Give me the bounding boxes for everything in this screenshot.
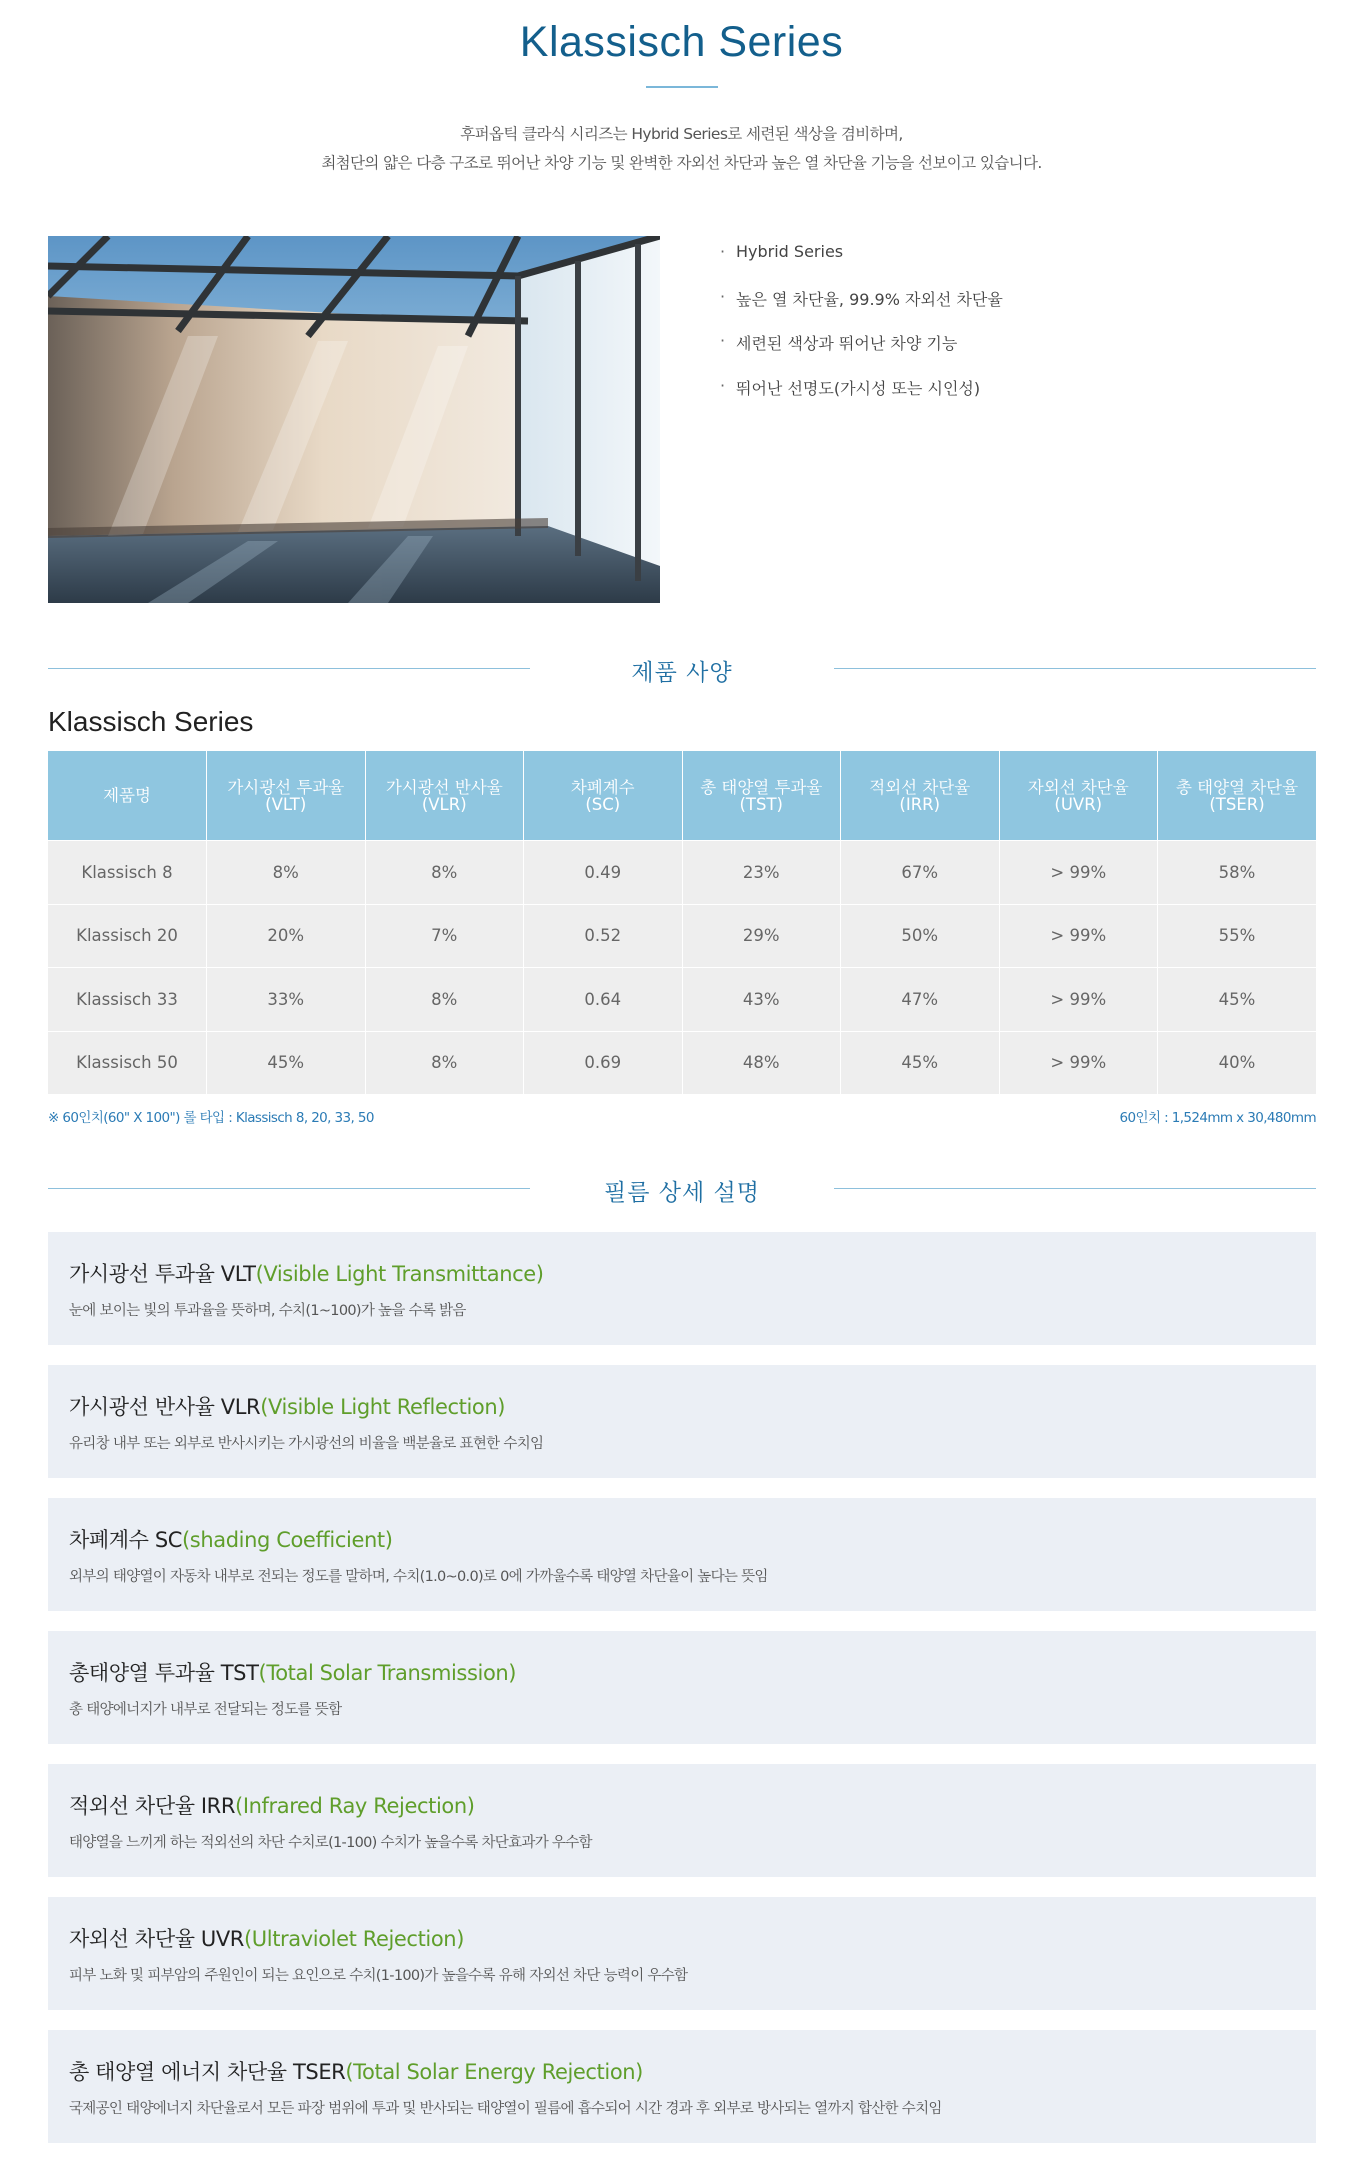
table-cell: 8% bbox=[365, 968, 524, 1032]
term-title bbox=[69, 2056, 643, 2086]
product-name-cell: Klassisch 8 bbox=[48, 841, 207, 905]
column-header-line1: 제품명 bbox=[103, 786, 151, 805]
intro-line-1: 후퍼옵틱 클라식 시리즈는 Hybrid Series로 세련된 색상을 겸비하며, bbox=[460, 125, 903, 143]
bullet-dot: · bbox=[720, 242, 726, 261]
glass-roof-room-illustration bbox=[48, 236, 660, 603]
feature-text: 뛰어난 선명도(가시성 또는 시인성) bbox=[736, 378, 981, 398]
column-header-line2: (TSER) bbox=[1209, 794, 1265, 814]
term-card bbox=[48, 1764, 1316, 1877]
table-cell: 45% bbox=[207, 1031, 366, 1094]
term-card bbox=[48, 2030, 1316, 2143]
table-cell: 7% bbox=[365, 904, 524, 968]
column-header-line2: (UVR) bbox=[1054, 794, 1103, 814]
term-korean: 가시광선 반사율 VLR bbox=[69, 1395, 261, 1419]
column-header-line2: (VLT) bbox=[265, 794, 307, 814]
feature-item bbox=[720, 287, 1003, 332]
bullet-dot: · bbox=[720, 286, 726, 306]
column-header bbox=[999, 751, 1158, 841]
term-card bbox=[48, 1631, 1316, 1744]
table-cell: 8% bbox=[365, 1031, 524, 1094]
roll-type-note: ※ 60인치(60" X 100") 롤 타입 : Klassisch 8, 20, 33, 50 bbox=[48, 1110, 374, 1126]
column-header-line1: 가시광선 반사율 bbox=[385, 777, 503, 797]
product-name-cell: Klassisch 50 bbox=[48, 1031, 207, 1094]
term-title bbox=[69, 1790, 475, 1820]
table-row bbox=[48, 968, 1316, 1032]
term-description: 국제공인 태양에너지 차단율로서 모든 파장 범위에 투과 및 반사되는 태양열이 필름에 흡수되어 시간 경과 후 외부로 방사되는 열까지 합산한 수치임 bbox=[69, 2101, 942, 2117]
term-english: (Total Solar Transmission) bbox=[258, 1661, 517, 1685]
hero-image bbox=[48, 236, 660, 603]
table-cell: 48% bbox=[682, 1031, 841, 1094]
heading-line-right bbox=[834, 1188, 1316, 1189]
table-row bbox=[48, 841, 1316, 905]
term-korean: 자외선 차단율 UVR bbox=[69, 1927, 244, 1951]
spec-table bbox=[48, 751, 1316, 1094]
term-korean: 총태양열 투과율 TST bbox=[69, 1661, 259, 1685]
column-header-line2: (TST) bbox=[739, 794, 783, 814]
table-cell: 40% bbox=[1158, 1031, 1317, 1094]
term-card bbox=[48, 1232, 1316, 1345]
term-description: 태양열을 느끼게 하는 적외선의 차단 수치로(1-100) 수치가 높을수록 차단효과가 우수함 bbox=[69, 1835, 592, 1851]
column-header bbox=[48, 751, 207, 841]
table-cell: > 99% bbox=[999, 1031, 1158, 1094]
column-header bbox=[1158, 751, 1317, 841]
table-cell: 58% bbox=[1158, 841, 1317, 905]
column-header-line1: 총 태양열 차단율 bbox=[1175, 777, 1299, 797]
term-title bbox=[69, 1258, 544, 1288]
table-row bbox=[48, 904, 1316, 968]
column-header-line2: (IRR) bbox=[899, 794, 941, 814]
term-card bbox=[48, 1498, 1316, 1611]
feature-item bbox=[720, 331, 1003, 376]
table-cell: 45% bbox=[1158, 968, 1317, 1032]
spec-section-heading bbox=[48, 648, 1316, 688]
table-row bbox=[48, 1031, 1316, 1094]
spec-section-label: 제품 사양 bbox=[631, 660, 733, 686]
term-description: 총 태양에너지가 내부로 전달되는 정도를 뜻함 bbox=[69, 1702, 342, 1718]
column-header-line1: 가시광선 투과율 bbox=[227, 777, 345, 797]
table-cell: 20% bbox=[207, 904, 366, 968]
term-english: (Ultraviolet Rejection) bbox=[244, 1927, 464, 1951]
column-header-line1: 적외선 차단율 bbox=[869, 777, 971, 797]
column-header-line1: 차폐계수 bbox=[570, 777, 635, 797]
feature-text: Hybrid Series bbox=[736, 242, 844, 261]
term-title bbox=[69, 1923, 464, 1953]
column-header-line1: 총 태양열 투과율 bbox=[700, 777, 823, 797]
term-korean: 총 태양열 에너지 차단율 TSER bbox=[69, 2060, 346, 2084]
detail-section-heading bbox=[48, 1168, 1316, 1208]
table-cell: 55% bbox=[1158, 904, 1317, 968]
term-english: (shading Coefficient) bbox=[182, 1528, 393, 1552]
term-korean: 가시광선 투과율 VLT bbox=[69, 1262, 256, 1286]
table-cell: 29% bbox=[682, 904, 841, 968]
term-description: 외부의 태양열이 자동차 내부로 전되는 정도를 말하며, 수치(1.0~0.0)로 0에 가까울수록 태양열 차단율이 높다는 뜻임 bbox=[69, 1569, 768, 1585]
table-cell: 0.52 bbox=[524, 904, 683, 968]
column-header-line2: (SC) bbox=[585, 794, 621, 814]
page-title: Klassisch Series bbox=[519, 18, 844, 66]
feature-text: 높은 열 차단율, 99.9% 자외선 차단율 bbox=[736, 289, 1003, 309]
term-description: 피부 노화 및 피부암의 주원인이 되는 요인으로 수치(1-100)가 높을수록 유해 자외선 차단 능력이 우수함 bbox=[69, 1968, 688, 1984]
heading-line-right bbox=[834, 668, 1316, 669]
feature-item bbox=[720, 376, 1003, 421]
roll-size-note: 60인치 : 1,524mm x 30,480mm bbox=[1119, 1110, 1316, 1126]
table-cell: 67% bbox=[841, 841, 1000, 905]
column-header-line1: 자외선 차단율 bbox=[1027, 777, 1129, 797]
table-cell: 0.69 bbox=[524, 1031, 683, 1094]
column-header-line2: (VLR) bbox=[421, 794, 467, 814]
term-english: (Visible Light Reflection) bbox=[260, 1395, 506, 1419]
table-cell: 8% bbox=[207, 841, 366, 905]
table-cell: 8% bbox=[365, 841, 524, 905]
term-english: (Total Solar Energy Rejection) bbox=[345, 2060, 643, 2084]
term-title bbox=[69, 1524, 393, 1554]
feature-item bbox=[720, 242, 1003, 287]
table-cell: > 99% bbox=[999, 841, 1158, 905]
bullet-dot: · bbox=[720, 375, 726, 395]
table-cell: > 99% bbox=[999, 968, 1158, 1032]
term-korean: 차폐계수 SC bbox=[69, 1528, 183, 1552]
title-underline bbox=[646, 86, 718, 88]
intro-line-2: 최첨단의 얇은 다층 구조로 뛰어난 차양 기능 및 완벽한 자외선 차단과 높은 열 차단율 기능을 선보이고 있습니다. bbox=[321, 154, 1042, 172]
column-header bbox=[365, 751, 524, 841]
term-title bbox=[69, 1391, 505, 1421]
table-cell: 47% bbox=[841, 968, 1000, 1032]
spec-table-body bbox=[48, 841, 1316, 1095]
table-cell: 50% bbox=[841, 904, 1000, 968]
column-header bbox=[207, 751, 366, 841]
feature-text: 세련된 색상과 뛰어난 차양 기능 bbox=[736, 334, 958, 353]
bullet-dot: · bbox=[720, 331, 726, 350]
table-cell: 45% bbox=[841, 1031, 1000, 1094]
intro-text bbox=[0, 120, 1363, 178]
table-cell: 43% bbox=[682, 968, 841, 1032]
term-card bbox=[48, 1897, 1316, 2010]
column-header bbox=[524, 751, 683, 841]
feature-list bbox=[720, 242, 1003, 420]
term-description: 눈에 보이는 빛의 투과율을 뜻하며, 수치(1~100)가 높을 수록 밝음 bbox=[69, 1303, 466, 1319]
column-header bbox=[841, 751, 1000, 841]
term-card bbox=[48, 1365, 1316, 1478]
product-name-cell: Klassisch 20 bbox=[48, 904, 207, 968]
term-english: (Visible Light Transmittance) bbox=[255, 1262, 544, 1286]
term-english: (Infrared Ray Rejection) bbox=[235, 1794, 475, 1818]
table-cell: 0.49 bbox=[524, 841, 683, 905]
table-header-row bbox=[48, 751, 1316, 841]
term-korean: 적외선 차단율 IRR bbox=[69, 1794, 236, 1818]
product-name-cell: Klassisch 33 bbox=[48, 968, 207, 1032]
table-cell: 33% bbox=[207, 968, 366, 1032]
table-cell: 23% bbox=[682, 841, 841, 905]
term-description: 유리창 내부 또는 외부로 반사시키는 가시광선의 비율을 백분율로 표현한 수치임 bbox=[69, 1436, 544, 1452]
table-cell: 0.64 bbox=[524, 968, 683, 1032]
column-header bbox=[682, 751, 841, 841]
spec-table-title: Klassisch Series bbox=[48, 706, 254, 737]
table-cell: > 99% bbox=[999, 904, 1158, 968]
detail-section-label: 필름 상세 설명 bbox=[604, 1180, 760, 1206]
term-title bbox=[69, 1657, 516, 1687]
